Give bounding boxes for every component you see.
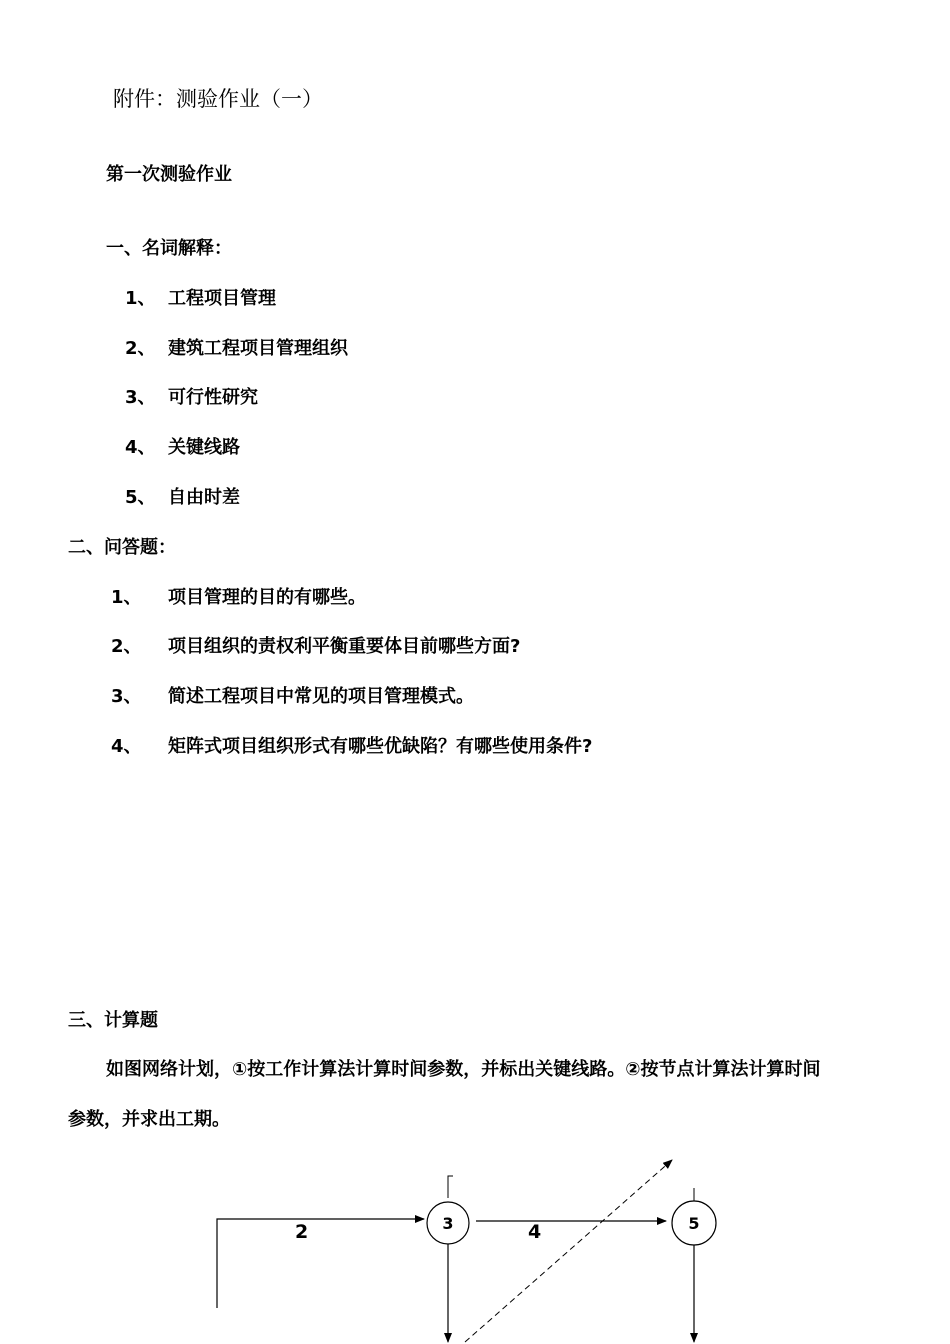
section1-heading: 一、名词解释：	[106, 238, 232, 259]
section2-item-number: 2、	[111, 636, 142, 657]
section1-item-number: 3、	[125, 387, 156, 408]
section1-item-number: 5、	[125, 487, 156, 508]
section1-item-number: 1、	[125, 288, 156, 309]
section1-item-text: 自由时差	[168, 487, 240, 508]
activity-arrow-to-node-3	[217, 1219, 424, 1308]
node-label: 5	[688, 1214, 700, 1233]
duration-label: 2	[295, 1221, 309, 1243]
duration-label: 4	[528, 1221, 542, 1243]
tick-mark	[448, 1176, 453, 1198]
section3-heading: 三、计算题	[68, 1010, 158, 1031]
dummy-activity-dashed	[465, 1160, 672, 1342]
section2-item-number: 3、	[111, 686, 142, 707]
section1-item-text: 建筑工程项目管理组织	[168, 338, 348, 359]
section2-item-text: 项目组织的责权利平衡重要体目前哪些方面?	[168, 636, 521, 657]
section1-item-text: 关键线路	[168, 437, 240, 458]
section1-item-number: 2、	[125, 338, 156, 359]
section2-item-number: 1、	[111, 587, 142, 608]
section2-item-number: 4、	[111, 736, 142, 757]
attachment-title: 附件：测验作业（一）	[113, 87, 323, 111]
section2-heading: 二、问答题：	[68, 537, 176, 558]
section1-item-text: 工程项目管理	[168, 288, 276, 309]
node-label: 3	[442, 1214, 454, 1233]
section2-item-text: 矩阵式项目组织形式有哪些优缺陷？有哪些使用条件?	[168, 736, 593, 757]
section1-item-text: 可行性研究	[168, 387, 258, 408]
homework-title: 第一次测验作业	[106, 164, 232, 185]
section3-paragraph-line1: 如图网络计划，①按工作计算法计算时间参数，并标出关键线路。②按节点计算法计算时间	[106, 1059, 821, 1080]
section3-paragraph-line2: 参数，并求出工期。	[68, 1109, 230, 1130]
section1-item-number: 4、	[125, 437, 156, 458]
section2-item-text: 简述工程项目中常见的项目管理模式。	[168, 686, 474, 707]
section2-item-text: 项目管理的目的有哪些。	[168, 587, 366, 608]
